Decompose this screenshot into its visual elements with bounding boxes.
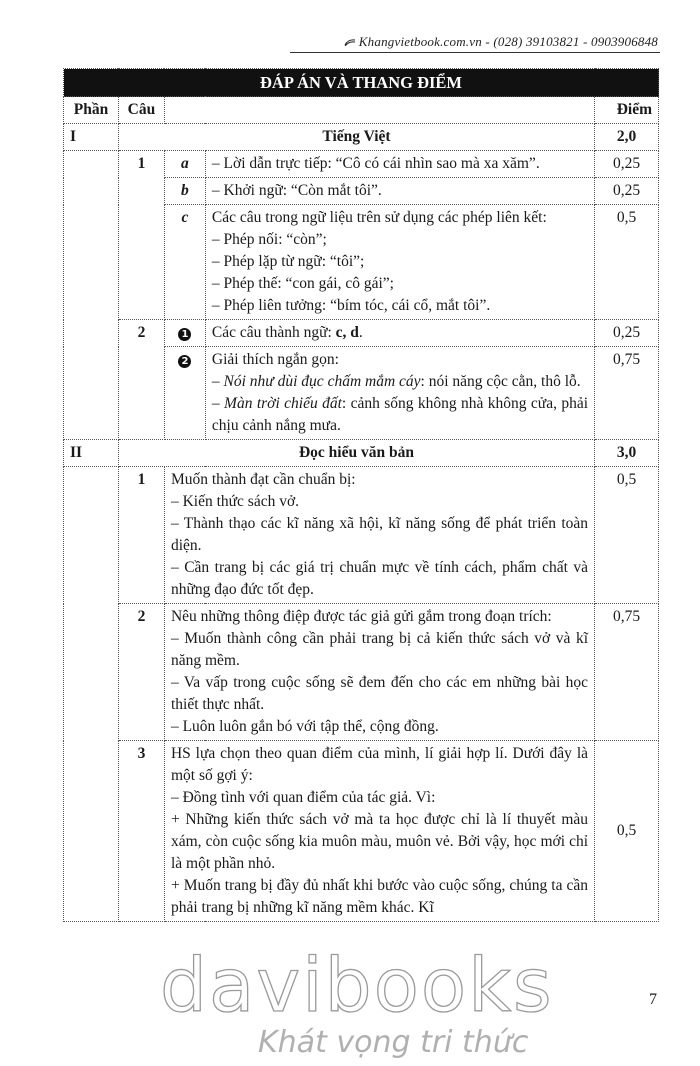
answer-line: + Muốn trang bị đầy đủ nhất khi bước vào cuộc sống, chúng ta cần phải trang bị những kĩ năng mềm khác. Kĩ xyxy=(170,877,589,917)
score: 0,25 xyxy=(595,151,659,178)
question-number: 2 xyxy=(118,320,164,440)
answer-line: Các câu trong ngữ liệu trên sử dụng các phép liên kết: xyxy=(211,209,547,227)
phan-cell xyxy=(64,151,119,440)
phan-cell xyxy=(64,467,119,922)
score: 0,5 xyxy=(595,741,659,922)
header-rule xyxy=(290,52,660,53)
col-header-cau: Câu xyxy=(118,97,164,124)
table-banner: ĐÁP ÁN VÀ THANG ĐIỂM xyxy=(64,69,659,97)
answer-line: – Luôn luôn gắn bó với tập thể, cộng đồng. xyxy=(170,718,439,736)
numbered-bullet-icon xyxy=(164,320,205,347)
section-title: Đọc hiểu văn bản xyxy=(118,440,594,467)
answer-line: + Những kiến thức sách vở mà ta học được chỉ là lí thuyết màu xám, còn cuộc sống kia muôn màu, muôn vẻ. Bởi vậy, học mới chỉ là một phần nhỏ. xyxy=(170,811,589,873)
bullet-number: 1 xyxy=(178,328,191,341)
sub-label: c xyxy=(164,205,205,320)
answer-line: – Cần trang bị các giá trị chuẩn mực về tính cách, phẩm chất và những đạo đức tốt đẹp. xyxy=(170,559,589,599)
idiom: – Nói như dùi đục chấm mắm cáy xyxy=(211,373,421,391)
score: 0,75 xyxy=(595,604,659,741)
col-header-content xyxy=(164,97,594,124)
section-roman: I xyxy=(64,124,119,151)
answer-line: – Đồng tình với quan điểm của tác giả. Vì: xyxy=(170,789,436,807)
answer-line: – Phép liên tưởng: “bím tóc, cái cổ, mắt tôi”. xyxy=(211,297,491,315)
answer-text: – Khởi ngữ: “Còn mắt tôi”. xyxy=(205,178,594,205)
table-banner-row xyxy=(64,69,659,97)
answer-suffix: . xyxy=(358,324,363,342)
answer-line: – Va vấp trong cuộc sống sẽ đem đến cho các em những bài học thiết thực nhất. xyxy=(170,674,589,714)
answer-text xyxy=(164,467,594,604)
score: 0,5 xyxy=(595,205,659,320)
idiom-meaning: : cảnh sống không nhà không cửa, phải chịu cảnh nắng mưa. xyxy=(211,395,589,435)
table-header-row xyxy=(64,97,659,124)
table-row xyxy=(64,320,659,347)
table-row xyxy=(64,151,659,178)
section-row xyxy=(64,124,659,151)
answer-line: – Thành thạo các kĩ năng xã hội, kĩ năng sống để phát triển toàn diện. xyxy=(170,515,589,555)
numbered-bullet-icon xyxy=(164,347,205,440)
answer-text: – Lời dẫn trực tiếp: “Cô có cái nhìn sao mà xa xăm”. xyxy=(205,151,594,178)
answer-line xyxy=(212,371,588,393)
book-logo-icon xyxy=(344,38,356,47)
publisher-header xyxy=(344,34,658,50)
table-row xyxy=(64,467,659,604)
answer-text xyxy=(205,205,594,320)
score: 0,25 xyxy=(595,178,659,205)
section-score: 3,0 xyxy=(595,440,659,467)
watermark-brand: davibooks xyxy=(160,943,554,1029)
table-row xyxy=(64,604,659,741)
question-number: 1 xyxy=(118,467,164,604)
page-number: 7 xyxy=(649,991,657,1008)
publisher-contact: Khangvietbook.com.vn - (028) 39103821 - 0903906848 xyxy=(358,34,658,49)
watermark-slogan: Khát vọng tri thức xyxy=(258,1025,529,1060)
bullet-number: 2 xyxy=(178,355,191,368)
col-header-phan: Phần xyxy=(64,97,119,124)
section-roman: II xyxy=(64,440,119,467)
sub-label: b xyxy=(164,178,205,205)
answer-text xyxy=(164,741,594,922)
score: 0,25 xyxy=(595,320,659,347)
answer-prefix: Các câu thành ngữ: xyxy=(211,324,336,342)
idiom: – Màn trời chiếu đất xyxy=(211,395,342,413)
idiom-meaning: : nói năng cộc cằn, thô lỗ. xyxy=(420,373,581,391)
answer-text xyxy=(205,320,594,347)
answer-line: – Phép lặp từ ngữ: “tôi”; xyxy=(211,253,365,271)
answer-line: Nêu những thông điệp được tác giả gửi gắm trong đoạn trích: xyxy=(170,608,552,626)
question-number: 3 xyxy=(118,741,164,922)
sub-label: a xyxy=(164,151,205,178)
answer-line: – Muốn thành công cần phải trang bị cả kiến thức sách vở và kĩ năng mềm. xyxy=(170,630,589,670)
answer-text xyxy=(164,604,594,741)
col-header-diem: Điểm xyxy=(595,97,659,124)
answer-line: Muốn thành đạt cần chuẩn bị: xyxy=(170,471,356,489)
answer-line xyxy=(212,393,588,437)
table-row xyxy=(64,741,659,922)
score: 0,75 xyxy=(595,347,659,440)
section-row xyxy=(64,440,659,467)
question-number: 2 xyxy=(118,604,164,741)
answer-bold: c, d xyxy=(335,324,359,342)
answer-line: – Phép thế: “con gái, cô gái”; xyxy=(211,275,394,293)
section-score: 2,0 xyxy=(595,124,659,151)
score: 0,5 xyxy=(595,467,659,604)
answer-line: – Kiến thức sách vở. xyxy=(170,493,300,511)
answer-line: HS lựa chọn theo quan điểm của mình, lí giải hợp lí. Dưới đây là một số gợi ý: xyxy=(170,745,589,785)
answer-line: – Phép nối: “còn”; xyxy=(211,231,327,249)
answer-line: Giải thích ngắn gọn: xyxy=(211,351,339,369)
answer-table xyxy=(63,68,659,922)
section-title: Tiếng Việt xyxy=(118,124,594,151)
answer-text xyxy=(205,347,594,440)
question-number: 1 xyxy=(118,151,164,320)
